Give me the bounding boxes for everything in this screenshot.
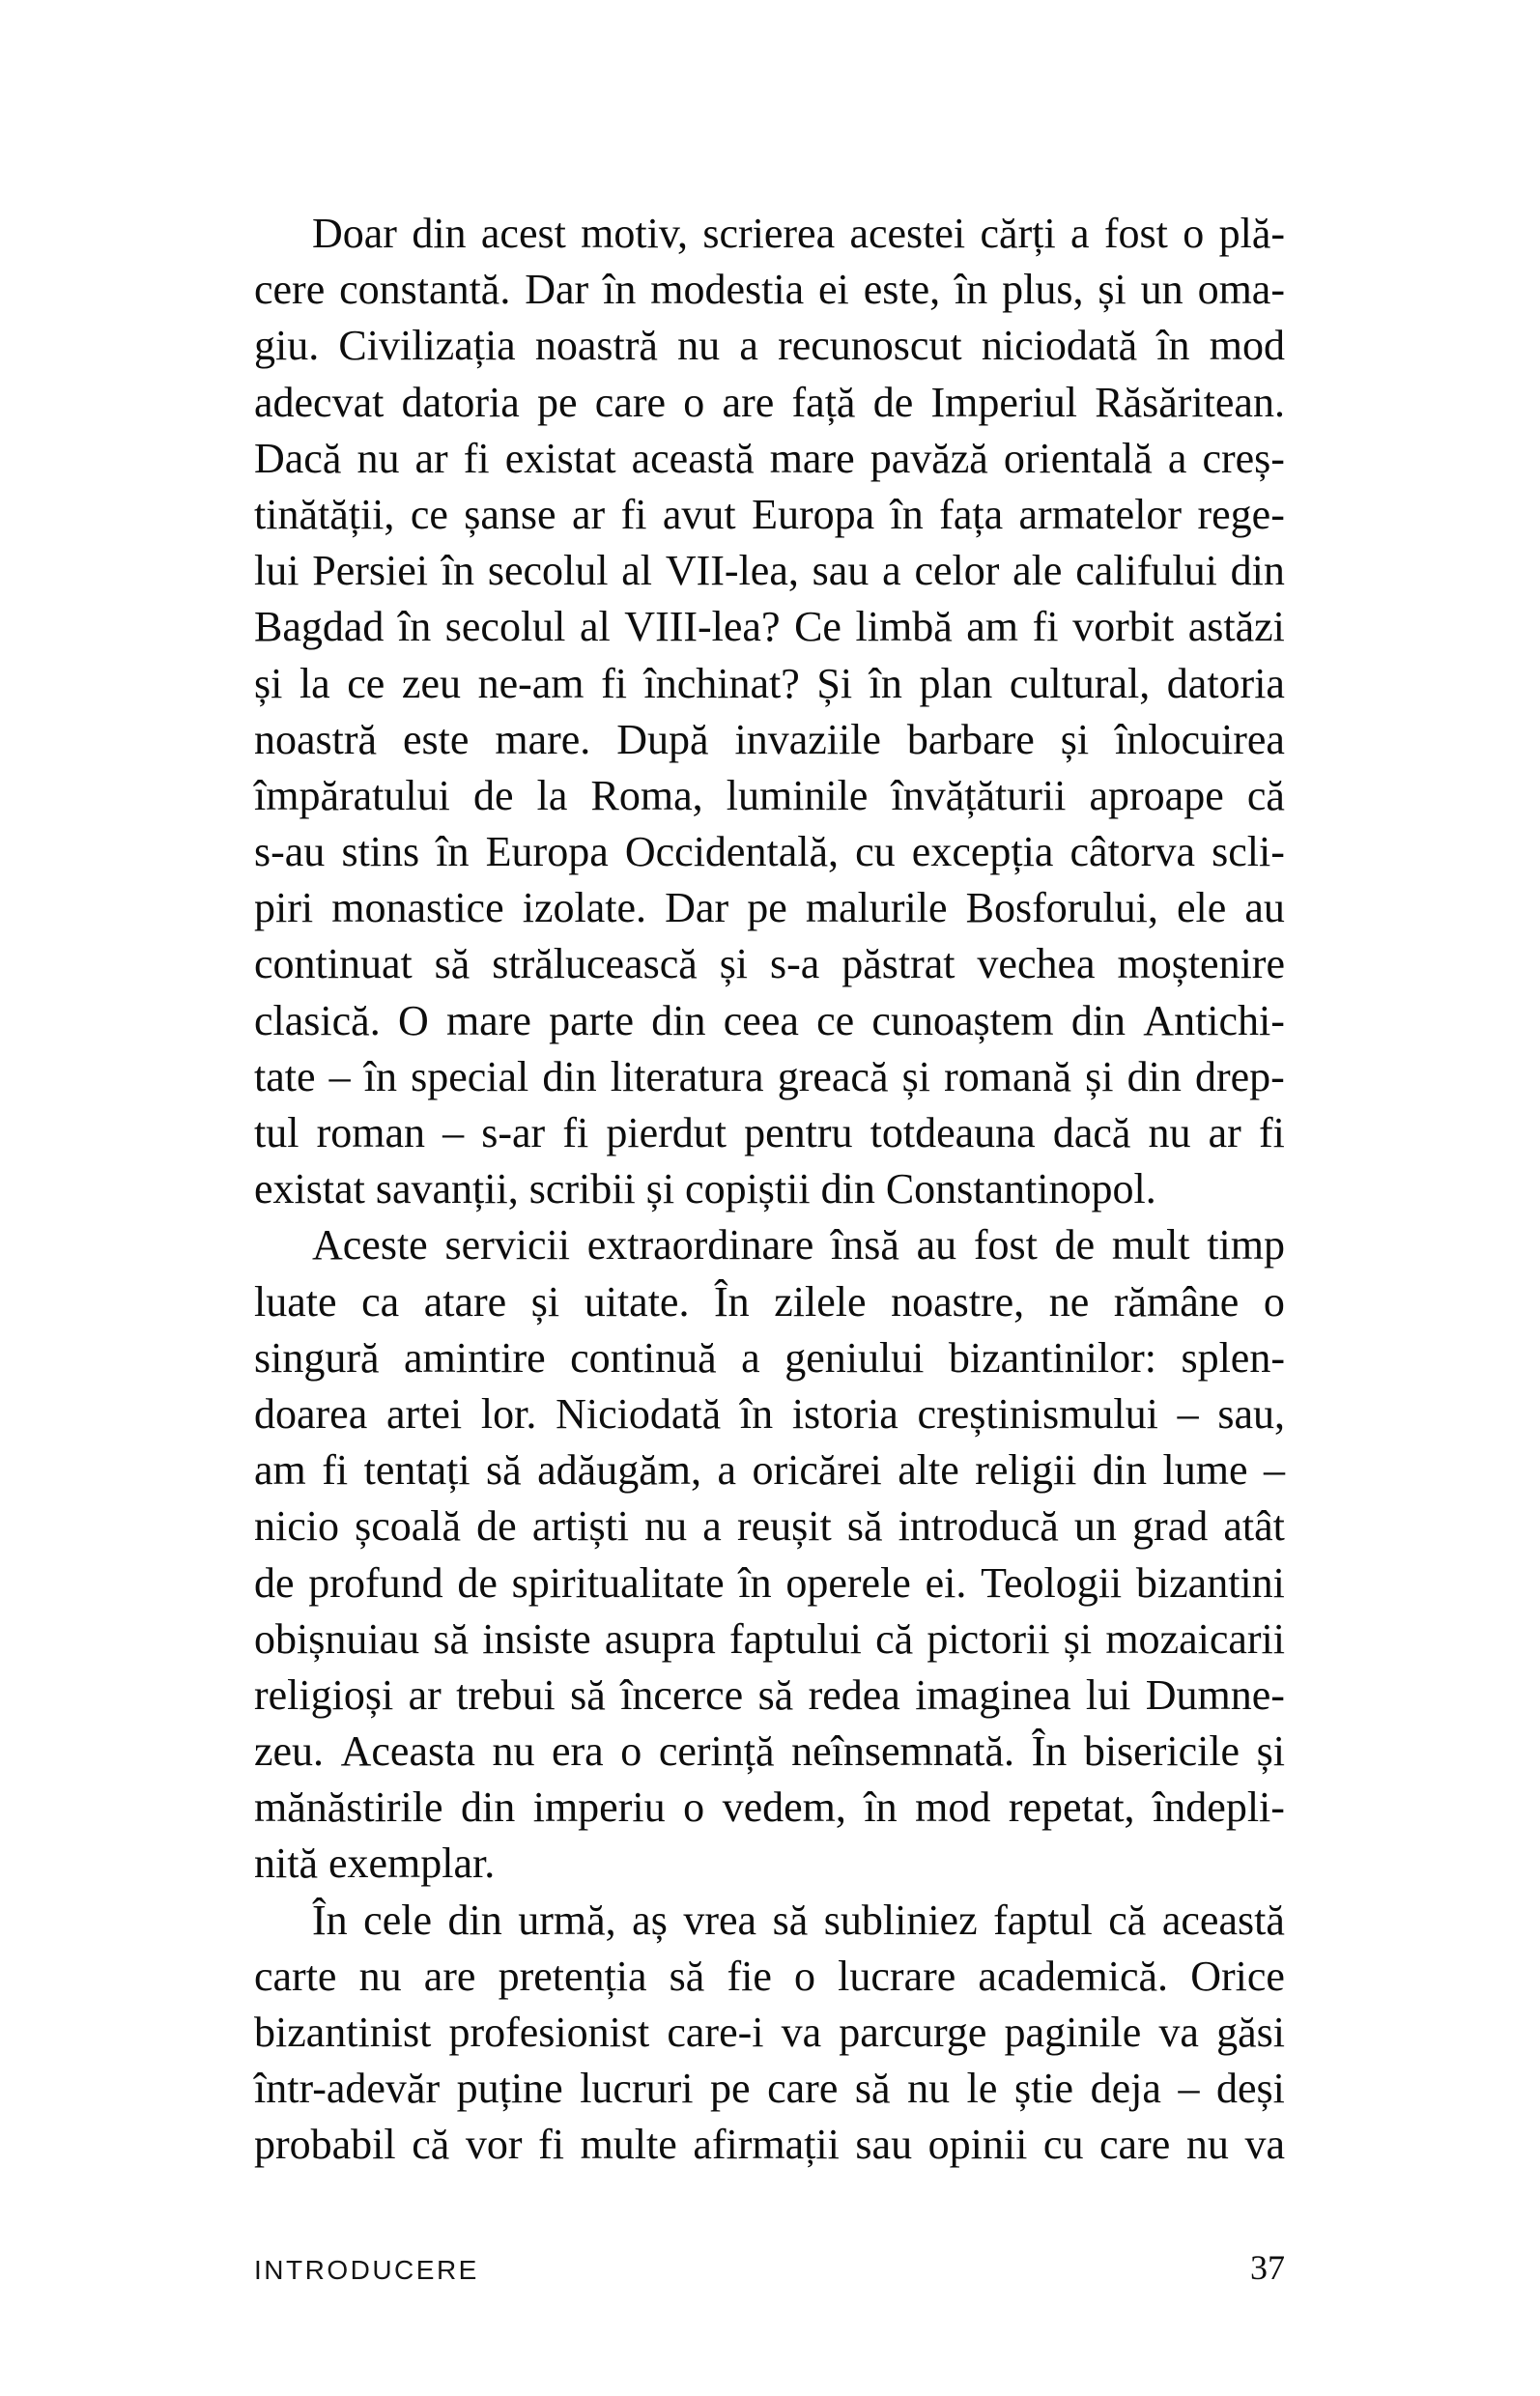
text-line: luate ca atare și uitate. În zilele noastre, ne rămâne o	[254, 1277, 1285, 1326]
text-line: clasică. O mare parte din ceea ce cunoaștem din Antichi-	[254, 996, 1285, 1044]
text-line: singură amintire continuă a geniului bizantinilor: splen-	[254, 1333, 1285, 1382]
text-line: Doar din acest motiv, scrierea acestei cărți a fost o plă-	[312, 210, 1285, 257]
text-line: probabil că vor fi multe afirmații sau opinii cu care nu va	[254, 2121, 1285, 2169]
text-line: Aceste servicii extraordinare însă au fost de mult timp	[312, 1221, 1285, 1269]
paragraph-2	[254, 1217, 1285, 1892]
text-line: într-adevăr puține lucruri pe care să nu le știe deja – deși	[254, 2065, 1285, 2113]
text-line: Dacă nu ar fi existat această mare pavăză orientală a creș-	[254, 434, 1285, 482]
text-line: de profund de spiritualitate în operele ei. Teologii bizantini	[254, 1558, 1285, 1607]
text-line: noastră este mare. După invaziile barbare și înlocuirea	[254, 715, 1285, 763]
text-line: obișnuiau să insiste asupra faptului că pictorii și mozaicarii	[254, 1614, 1285, 1663]
running-header-label: INTRODUCERE	[254, 2255, 479, 2285]
text-line: mănăstirile din imperiu o vedem, în mod repetat, îndepli-	[254, 1783, 1285, 1832]
text-line: am fi tentați să adăugăm, a oricărei alte religii din lume –	[254, 1446, 1285, 1495]
text-line: doarea artei lor. Niciodată în istoria creștinismului – sau,	[254, 1389, 1285, 1438]
text-line: bizantinist profesionist care-i va parcurge paginile va găsi	[254, 2009, 1285, 2056]
text-line: Bagdad în secolul al VIII-lea? Ce limbă am fi vorbit astăzi	[254, 603, 1285, 651]
paragraph-3	[254, 1893, 1285, 2174]
text-line: tate – în special din literatura greacă și romană și din drep-	[254, 1052, 1285, 1100]
text-line: giu. Civilizația noastră nu a recunoscut niciodată în mod	[254, 322, 1285, 370]
text-line: lui Persiei în secolul al VII-lea, sau a celor ale califului din	[254, 547, 1285, 595]
text-line: existat savanții, scribii și copiștii din Constantinopol.	[254, 1165, 1156, 1213]
text-line: zeu. Aceasta nu era o cerință neînsemnată. În bisericile și	[254, 1727, 1285, 1776]
text-line: s-au stins în Europa Occidentală, cu excepția câtorva scli-	[254, 828, 1285, 876]
text-line: religioși ar trebui să încerce să redea imaginea lui Dumne-	[254, 1670, 1285, 1719]
page-number: 37	[1250, 2248, 1285, 2287]
text-line: tul roman – s-ar fi pierdut pentru totdeauna dacă nu ar fi	[254, 1109, 1285, 1156]
body-text	[254, 206, 1285, 2174]
text-line: continuat să strălucească și s-a păstrat vechea moștenire	[254, 940, 1285, 988]
text-line: nită exemplar.	[254, 1840, 496, 1888]
text-line: piri monastice izolate. Dar pe malurile Bosforului, ele au	[254, 884, 1285, 932]
text-line: tinătății, ce șanse ar fi avut Europa în fața armatelor rege-	[254, 490, 1285, 538]
text-line: adecvat datoria pe care o are față de Imperiul Răsăritean.	[254, 378, 1285, 426]
text-line: și la ce zeu ne-am fi închinat? Și în plan cultural, datoria	[254, 659, 1285, 707]
page-footer	[254, 2247, 1285, 2288]
paragraph-1	[254, 206, 1285, 1217]
text-line: În cele din urmă, aș vrea să subliniez faptul că această	[312, 1896, 1285, 1944]
text-line: carte nu are pretenția să fie o lucrare academică. Orice	[254, 1952, 1285, 2000]
text-line: cere constantă. Dar în modestia ei este, în plus, și un oma-	[254, 266, 1285, 314]
text-line: nicio școală de artiști nu a reușit să introducă un grad atât	[254, 1502, 1285, 1551]
text-line: împăratului de la Roma, luminile învățăturii aproape că	[254, 771, 1285, 819]
